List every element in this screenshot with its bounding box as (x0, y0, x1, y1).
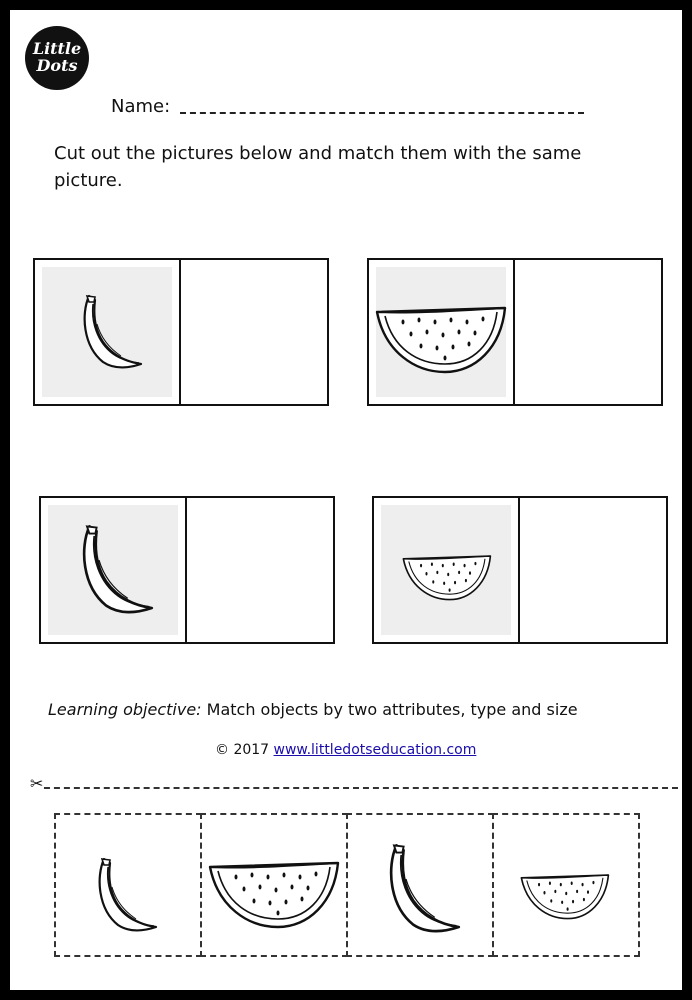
banana-icon (86, 855, 166, 935)
learning-objective (48, 700, 578, 719)
match-pair-1 (33, 258, 329, 406)
match-pair-4 (372, 496, 668, 644)
banana-icon (71, 520, 167, 616)
cutout-card-2[interactable] (200, 813, 348, 957)
match-drop-cell[interactable] (520, 498, 666, 642)
picture-cell (374, 498, 520, 642)
watermelon-icon (402, 552, 494, 606)
objective-text: Match objects by two attributes, type and size (201, 700, 578, 719)
little-dots-logo (25, 26, 89, 90)
name-field-row (111, 96, 584, 117)
match-drop-cell[interactable] (187, 498, 333, 642)
logo-line-1: Little (32, 39, 82, 58)
watermelon-icon (520, 871, 612, 925)
scissors-icon: ✂ (30, 774, 44, 793)
cutout-card-4[interactable] (492, 813, 640, 957)
objective-label: Learning objective: (48, 700, 202, 719)
cutout-card-3[interactable] (346, 813, 494, 957)
instructions-text: Cut out the pictures below and match them with the same picture. (54, 143, 582, 191)
banana-icon (378, 839, 474, 935)
match-pair-3 (39, 496, 335, 644)
name-write-line[interactable] (180, 112, 584, 114)
worksheet-page (10, 10, 682, 990)
cutout-card-1[interactable] (54, 813, 202, 957)
picture-cell (41, 498, 187, 642)
banana-icon (71, 290, 151, 370)
match-pair-2 (367, 258, 663, 406)
watermelon-icon (375, 302, 507, 378)
picture-cell (35, 260, 181, 404)
logo-line-2: Dots (36, 56, 78, 75)
copyright-line (215, 742, 476, 758)
match-drop-cell[interactable] (515, 260, 661, 404)
cut-line (34, 787, 678, 789)
website-link[interactable]: www.littledotseducation.com (273, 742, 477, 758)
watermelon-icon (208, 857, 340, 933)
picture-cell (369, 260, 515, 404)
cutout-strip (54, 813, 640, 957)
match-drop-cell[interactable] (181, 260, 327, 404)
copyright-prefix: © 2017 (215, 742, 274, 758)
name-label: Name: (111, 96, 171, 117)
